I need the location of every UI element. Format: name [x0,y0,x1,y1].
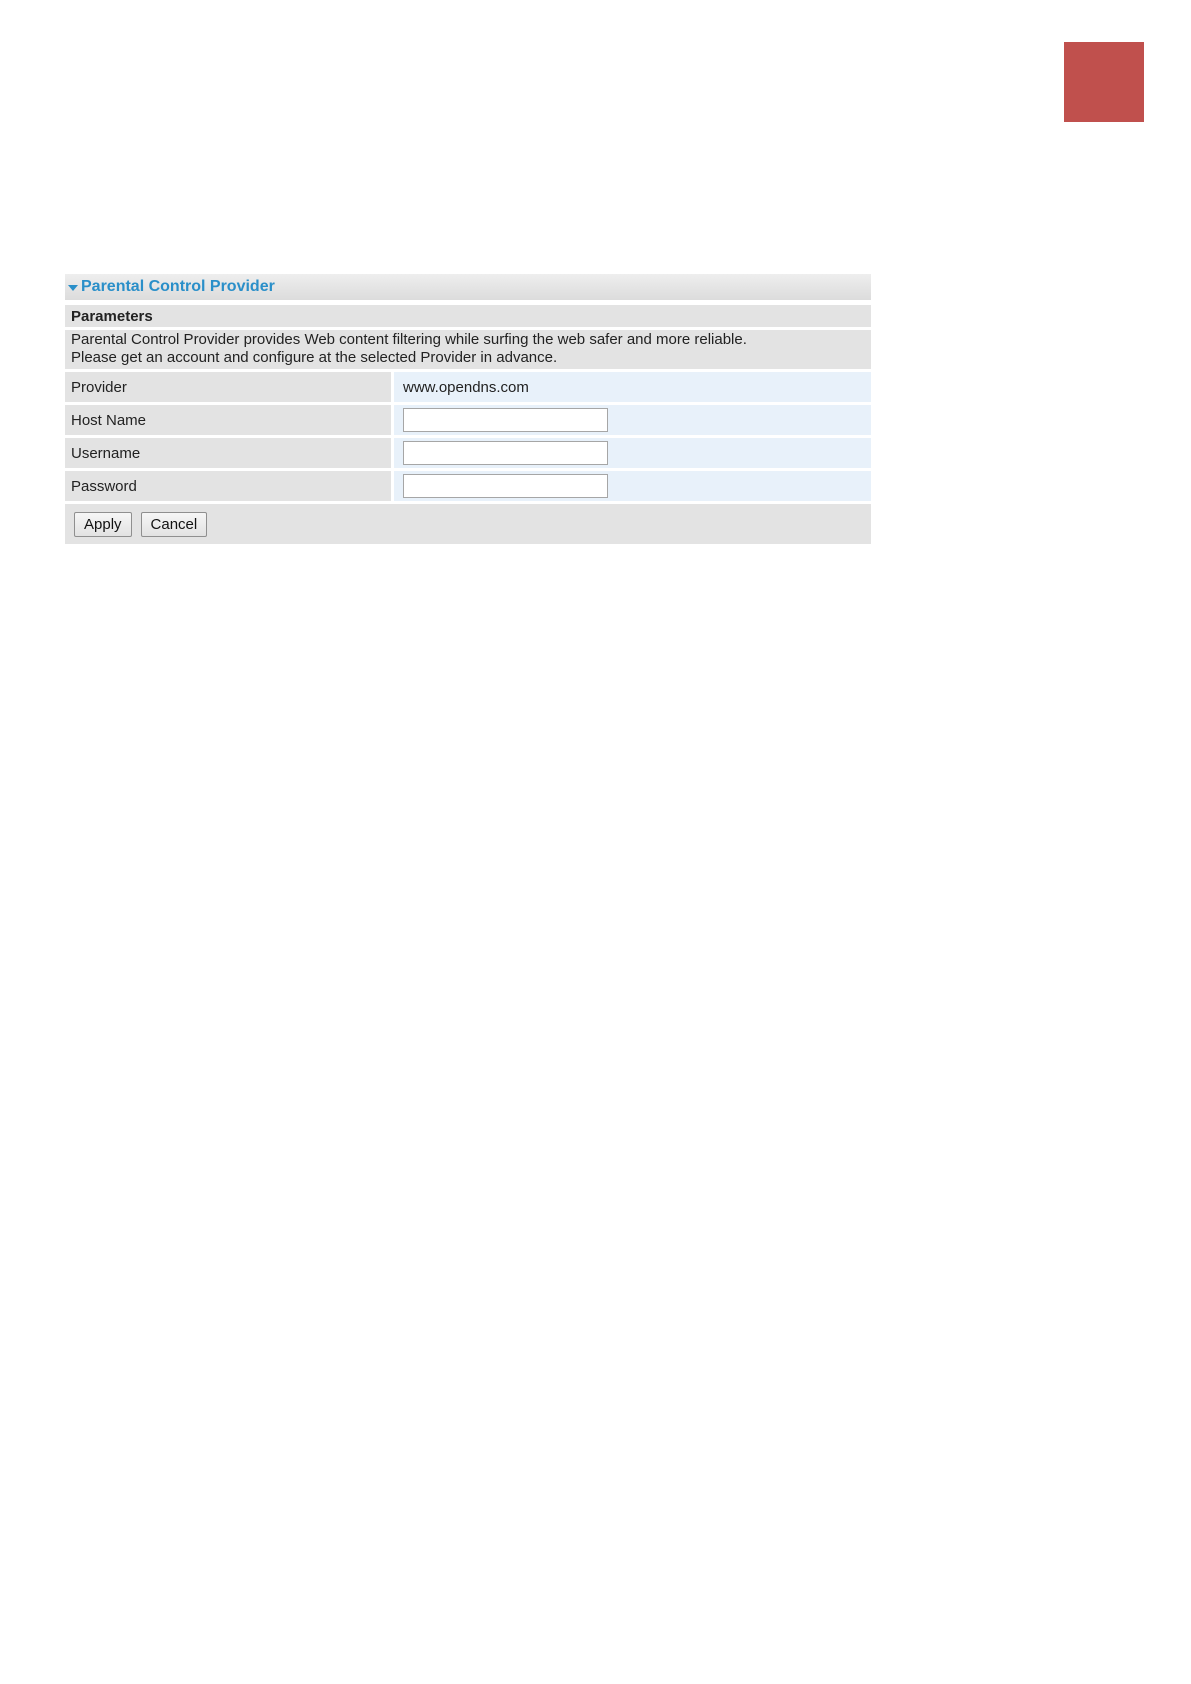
username-row [65,438,871,468]
username-input[interactable] [403,441,608,465]
password-label: Password [65,471,391,501]
panel-title: Parental Control Provider [81,278,275,295]
apply-button[interactable]: Apply [74,512,132,537]
host-name-cell [394,405,871,435]
description [65,330,871,369]
username-label: Username [65,438,391,468]
host-name-row [65,405,871,435]
corner-page-tab [1064,42,1144,122]
cancel-button[interactable]: Cancel [141,512,208,537]
password-cell [394,471,871,501]
password-input[interactable] [403,474,608,498]
provider-label: Provider [65,372,391,402]
action-bar [65,504,871,544]
parental-control-panel [65,274,871,544]
username-cell [394,438,871,468]
password-row [65,471,871,501]
collapse-triangle-icon[interactable] [68,285,78,291]
host-name-input[interactable] [403,408,608,432]
panel-header[interactable] [65,274,871,301]
provider-row [65,372,871,402]
provider-value: www.opendns.com [394,372,871,402]
section-heading: Parameters [65,305,871,327]
description-line: Please get an account and configure at the selected Provider in advance. [71,349,558,366]
host-name-label: Host Name [65,405,391,435]
description-line: Parental Control Provider provides Web content filtering while surfing the web safer and more reliable. [71,331,747,348]
